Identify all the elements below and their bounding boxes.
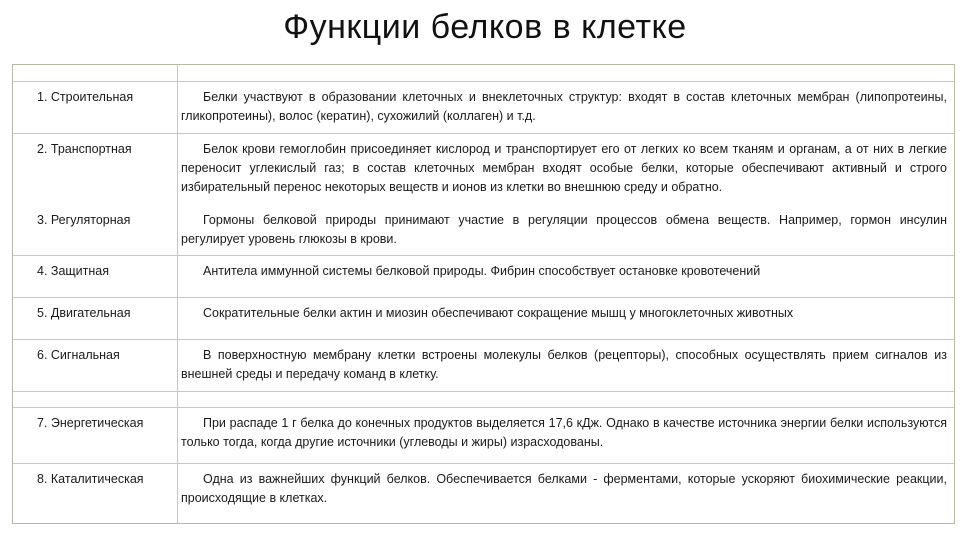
column-divider — [177, 298, 178, 339]
function-description: В поверхностную мембрану клетки встроены молекулы белков (рецепторы), способных осуществлять прием сигналов из внешней среды и передачу команд в клетку. — [181, 348, 947, 381]
table-row — [13, 463, 954, 523]
page-title: Функции белков в клетке — [283, 8, 687, 46]
column-divider — [177, 392, 178, 407]
table-row — [13, 407, 954, 463]
column-divider — [177, 134, 178, 209]
function-description: Сократительные белки актин и миозин обеспечивают сокращение мышц у многоклеточных животных — [203, 306, 794, 320]
functions-table — [12, 64, 955, 524]
function-description: Антитела иммунной системы белковой природы. Фибрин способствует остановке кровотечений — [203, 264, 761, 278]
table-row — [13, 297, 954, 339]
table-row — [13, 133, 954, 209]
column-divider — [177, 209, 178, 255]
column-divider — [177, 256, 178, 297]
function-description: Гормоны белковой природы принимают участие в регуляции процессов обмена веществ. Например, гормон инсулин регулирует уровень глюкозы в крови. — [181, 213, 947, 246]
column-divider — [177, 340, 178, 391]
function-name: 8. Каталитическая — [37, 472, 144, 486]
function-description: Одна из важнейших функций белков. Обеспечивается белками - ферментами, которые ускоряют биохимические реакции, происходящие в клетках. — [181, 472, 947, 505]
column-divider — [177, 82, 178, 133]
table-row-empty — [13, 391, 954, 407]
column-divider — [177, 464, 178, 523]
table-row-empty-top — [13, 65, 954, 81]
column-divider — [177, 408, 178, 463]
function-description: При распаде 1 г белка до конечных продуктов выделяется 17,6 кДж. Однако в качестве источника энергии белки используются только тогда, когда другие источники (углеводы и жиры) израсходованы. — [181, 416, 947, 449]
function-name: 1. Строительная — [37, 90, 134, 104]
function-name: 4. Защитная — [37, 264, 110, 278]
function-name: 2. Транспортная — [37, 142, 132, 156]
function-name: 6. Сигнальная — [37, 348, 120, 362]
function-description: Белки участвуют в образовании клеточных и внеклеточных структур: входят в состав клеточных мембран (липопротеины, гликопротеины), волос (кератин), сухожилий (коллаген) и т.д. — [181, 90, 947, 123]
column-divider — [177, 65, 178, 81]
table-row — [13, 255, 954, 297]
function-name: 7. Энергетическая — [37, 416, 144, 430]
function-name: 5. Двигательная — [37, 306, 131, 320]
function-description: Белок крови гемоглобин присоединяет кислород и транспортирует его от легких ко всем тканям и органам, а от них в легкие переносит углекислый газ; в состав клеточных мембран входят особые белки, которые обеспечивают активный и строго избирательный перенос некоторых веществ и ионов из клетки во внешнюю среду и обратно. — [181, 142, 947, 194]
function-name: 3. Регуляторная — [37, 213, 131, 227]
table-row — [13, 81, 954, 133]
table-row — [13, 209, 954, 255]
table-row — [13, 339, 954, 391]
